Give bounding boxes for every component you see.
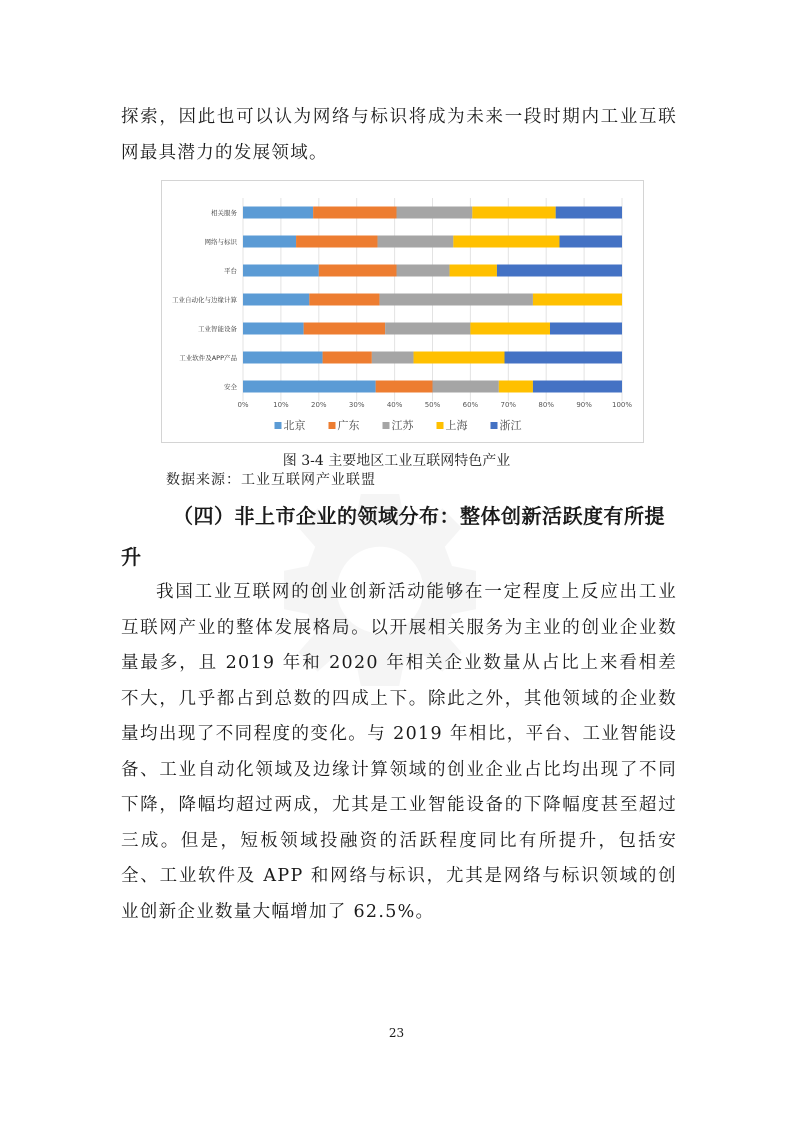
bar-segment [313,207,396,219]
bar-segment [414,352,505,364]
legend-label: 广东 [337,419,360,432]
bar-segment [372,352,414,364]
bar-segment [243,265,319,277]
bar-segment [396,265,449,277]
bar-segment [505,352,622,364]
x-tick-label: 10% [273,401,289,409]
x-tick-label: 50% [424,401,441,409]
page-number: 23 [388,1026,405,1040]
legend-swatch [275,422,282,429]
x-tick-label: 0% [237,401,249,409]
x-tick-label: 60% [462,401,479,409]
bar-segment [319,265,397,277]
intro-paragraph: 探索，因此也可以认为网络与标识将成为未来一段时期内工业互联网最具潜力的发展领域。 [121,107,677,163]
category-label: 相关服务 [211,209,237,217]
x-tick-label: 100% [611,401,633,409]
bar-segment [243,323,304,335]
bar-segment [379,294,532,306]
category-label: 工业软件及APP产品 [179,354,237,362]
section-heading: （四）非上市企业的领域分布：整体创新活跃度有所提升 [121,504,665,569]
category-label: 安全 [224,383,237,391]
bar-segment [497,265,622,277]
bar-segment [499,381,533,393]
category-label: 工业自动化与边缘计算 [172,296,237,304]
bar-segment [433,381,499,393]
bar-segment [243,236,296,248]
bar-segment [304,323,385,335]
legend-label: 北京 [283,419,306,432]
x-tick-label: 90% [576,401,592,409]
bar-segment [470,323,550,335]
bar-segment [243,352,323,364]
x-tick-label: 20% [311,401,327,409]
x-tick-label: 80% [538,401,554,409]
chart-svg [162,181,645,444]
bar-segment [243,294,309,306]
category-label: 工业智能设备 [198,325,237,333]
bar-segment [453,236,559,248]
stacked-bar-chart [161,180,644,443]
legend-label: 上海 [445,419,468,432]
body-paragraph: 我国工业互联网的创业创新活动能够在一定程度上反应出工业互联网产业的整体发展格局。以开展相关服务为主业的创业企业数量最多，且 2019 年和 2020 年相关企业数量从占比上来看相差不大，几乎都占到总数的四成上下。除此之外，其他领域的企业数量均出现了不同程度的变化。与 2019 年相比，平台、工业智能设备、工业自动化领域及边缘计算领域的创业企业占比均出现了不同下降，降幅均超过两成，尤其是工业智能设备的下降幅度甚至超过三成。但是，短板领域投融资的活跃程度同比有所提升，包括安全、工业软件及 APP 和网络与标识，尤其是网络与标识领域的创业创新企业数量大幅增加了 62.5%。 [121,582,677,922]
category-label: 平台 [224,267,237,275]
bar-segment [376,381,433,393]
category-label: 网络与标识 [204,238,237,246]
figure-source: 数据来源：工业互联网产业联盟 [166,472,376,488]
bar-segment [396,207,472,219]
bar-segment [378,236,454,248]
bar-segment [323,352,372,364]
legend-label: 浙江 [499,419,522,432]
bar-segment [556,207,622,219]
legend-label: 江苏 [391,419,414,432]
x-tick-label: 70% [500,401,517,409]
legend-swatch [383,422,390,429]
legend-swatch [329,422,336,429]
bar-segment [472,207,555,219]
bar-segment [243,207,313,219]
bar-segment [550,323,622,335]
bar-segment [385,323,470,335]
x-tick-label: 40% [386,401,403,409]
figure-caption: 图 3-4 主要地区工业互联网特色产业 [282,453,511,469]
x-tick-label: 30% [348,401,365,409]
legend-swatch [437,422,444,429]
bar-segment [296,236,377,248]
bar-segment [243,381,376,393]
bar-segment [559,236,622,248]
bar-segment [533,294,622,306]
bar-segment [309,294,379,306]
bar-segment [450,265,497,277]
bar-segment [533,381,622,393]
legend-swatch [491,422,498,429]
